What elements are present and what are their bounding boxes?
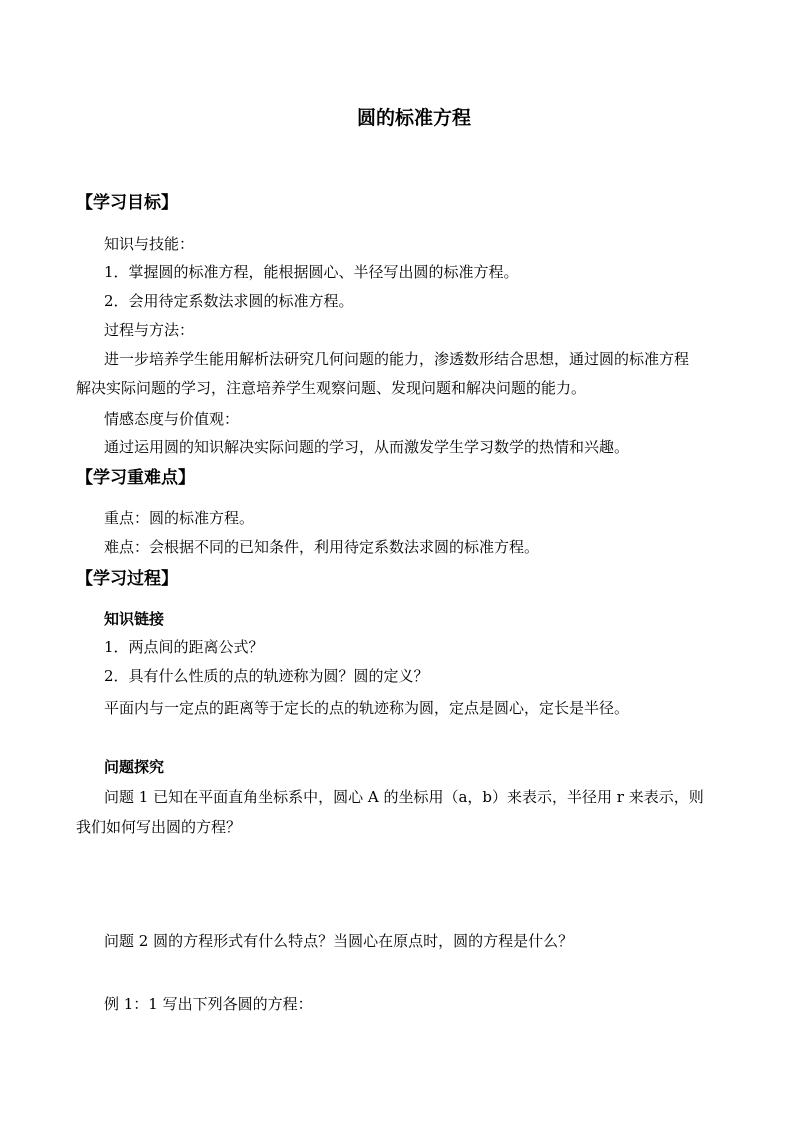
key-point: 重点：圆的标准方程。	[104, 509, 255, 527]
process-text-line2: 解决实际问题的学习，注意培养学生观察问题、发现问题和解决问题的能力。	[76, 379, 587, 397]
goal-item-2: 2．会用待定系数法求圆的标准方程。	[104, 292, 354, 310]
circle-definition: 平面内与一定点的距离等于定长的点的轨迹称为圆，定点是圆心，定长是半径。	[104, 699, 630, 717]
section-heading-process: 【学习过程】	[76, 569, 178, 589]
section-heading-goals: 【学习目标】	[76, 193, 178, 213]
page-title: 圆的标准方程	[357, 107, 472, 129]
link-question-1: 1．两点间的距离公式？	[104, 638, 264, 656]
problem-1-line2: 我们如何写出圆的方程？	[76, 818, 242, 836]
emotion-text: 通过运用圆的知识解决实际问题的学习，从而激发学生学习数学的热情和兴趣。	[104, 438, 630, 456]
explore-title: 问题探究	[104, 758, 165, 776]
example-1: 例 1：1 写出下列各圆的方程：	[104, 995, 313, 1013]
link-question-2: 2．具有什么性质的点的轨迹称为圆？圆的定义？	[104, 667, 429, 685]
knowledge-link-title: 知识链接	[104, 610, 165, 628]
knowledge-label: 知识与技能：	[104, 235, 195, 253]
goal-item-1: 1．掌握圆的标准方程，能根据圆心、半径写出圆的标准方程。	[104, 263, 519, 281]
problem-2: 问题 2 圆的方程形式有什么特点？当圆心在原点时，圆的方程是什么？	[104, 932, 574, 950]
emotion-label: 情感态度与价值观：	[104, 410, 240, 428]
process-label: 过程与方法：	[104, 321, 195, 339]
difficulty-point: 难点：会根据不同的已知条件，利用待定系数法求圆的标准方程。	[104, 538, 540, 556]
section-heading-keypoints: 【学习重难点】	[76, 468, 195, 488]
process-text-line1: 进一步培养学生能用解析法研究几何问题的能力，渗透数形结合思想，通过圆的标准方程	[104, 350, 690, 368]
problem-1-line1: 问题 1 已知在平面直角坐标系中，圆心 A 的坐标用（a，b）来表示，半径用 r 来表示，则	[104, 788, 704, 806]
